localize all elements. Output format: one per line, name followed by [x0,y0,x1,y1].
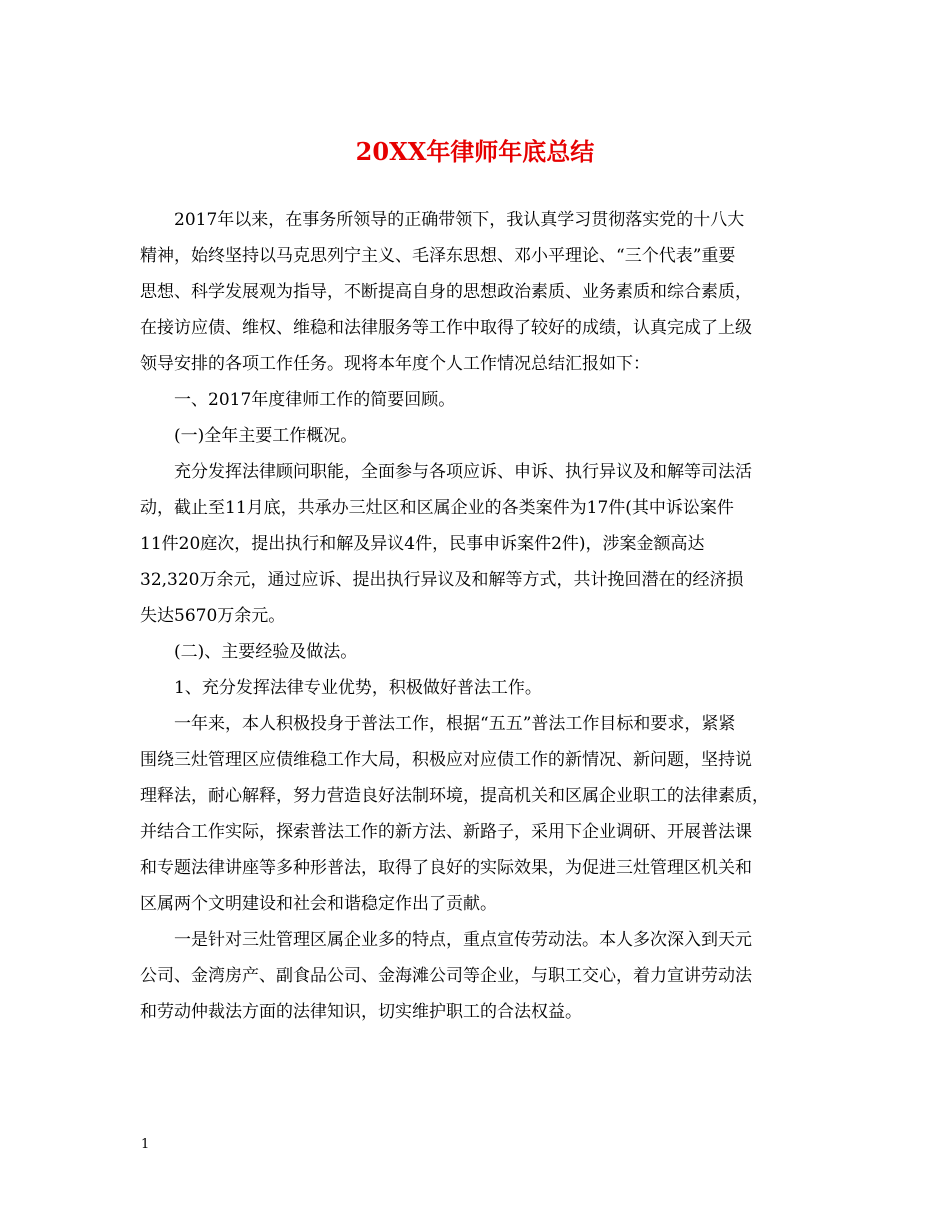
paragraph-line: 和专题法律讲座等多种形普法，取得了良好的实际效果，为促进三灶管理区机关和 [140,858,752,878]
paragraph-line: 领导安排的各项工作任务。现将本年度个人工作情况总结汇报如下： [140,354,650,374]
paragraph-line: 并结合工作实际，探索普法工作的新方法、新路子，采用下企业调研、开展普法课 [140,822,752,842]
paragraph-line: 和劳动仲裁法方面的法律知识，切实维护职工的合法权益。 [140,1002,582,1022]
paragraph-line: 32,320万余元，通过应诉、提出执行异议及和解等方式，共计挽回潜在的经济损 [140,570,744,590]
subsection-heading: (一)全年主要工作概况。 [140,426,358,446]
paragraph-line: 在接访应债、维权、维稳和法律服务等工作中取得了较好的成绩，认真完成了上级 [140,318,752,338]
page-number: 1 [141,1137,150,1152]
paragraph-line: 围绕三灶管理区应债维稳工作大局，积极应对应债工作的新情况、新问题，坚持说 [140,750,752,770]
paragraph-line: 一是针对三灶管理区属企业多的特点，重点宣传劳动法。本人多次深入到天元 [140,930,752,950]
item-heading: 1、充分发挥法律专业优势，积极做好普法工作。 [140,678,542,698]
subsection-heading: (二)、主要经验及做法。 [140,642,358,662]
paragraph-line: 思想、科学发展观为指导，不断提高自身的思想政治素质、业务素质和综合素质， [140,282,752,302]
paragraph-line: 2017年以来，在事务所领导的正确带领下，我认真学习贯彻落实党的十八大 [140,210,745,230]
paragraph-line: 动，截止至11月底，共承办三灶区和区属企业的各类案件为17件(其中诉讼案件 [140,498,734,518]
paragraph-line: 失达5670万余元。 [140,606,286,626]
document-title: 20XX年律师年底总结 [355,137,595,166]
paragraph-line: 公司、金湾房产、副食品公司、金海滩公司等企业，与职工交心，着力宣讲劳动法 [140,966,752,986]
section-heading: 一、2017年度律师工作的简要回顾。 [140,390,456,410]
paragraph-line: 11件20庭次，提出执行和解及异议4件，民事申诉案件2件)，涉案金额高达 [140,534,705,554]
paragraph-line: 一年来，本人积极投身于普法工作，根据“五五”普法工作目标和要求，紧紧 [140,714,736,734]
paragraph-line: 充分发挥法律顾问职能，全面参与各项应诉、申诉、执行异议及和解等司法活 [140,462,752,482]
paragraph-line: 精神，始终坚持以马克思列宁主义、毛泽东思想、邓小平理论、“三个代表”重要 [140,246,736,266]
paragraph-line: 区属两个文明建设和社会和谐稳定作出了贡献。 [140,894,497,914]
paragraph-line: 理释法，耐心解释，努力营造良好法制环境，提高机关和区属企业职工的法律素质， [140,786,769,806]
